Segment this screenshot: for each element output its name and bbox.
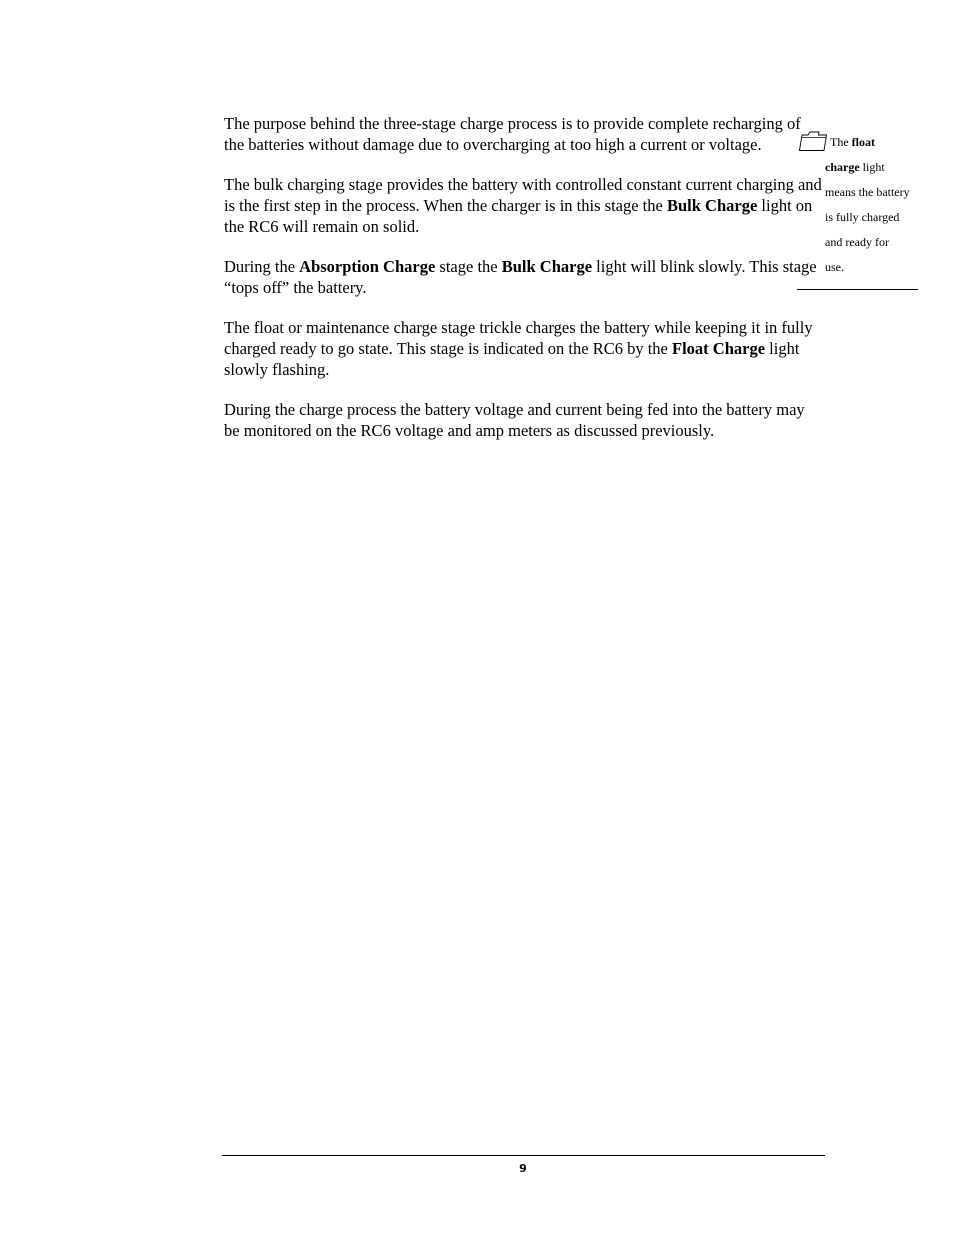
text-segment: light slowly flashing. xyxy=(224,339,800,379)
page-number: 9 xyxy=(519,1162,527,1175)
footer-divider xyxy=(222,1155,825,1156)
sidenote-divider xyxy=(797,289,918,290)
bold-text: Float Charge xyxy=(672,339,766,358)
body-paragraph xyxy=(224,256,824,298)
text-segment: stage the xyxy=(435,257,502,276)
text-segment: The float or maintenance charge stage trickle charges the battery while keeping it in fully charged ready to go state. This stage is indicated on the RC6 by the xyxy=(224,318,813,358)
body-paragraph xyxy=(224,399,824,441)
bold-text: Bulk Charge xyxy=(666,196,758,215)
text-segment: During the charge process the battery voltage and current being fed into the battery may be monitored on the RC6 voltage and amp meters as discussed previously. xyxy=(224,400,805,440)
text-segment: During the xyxy=(224,257,300,276)
text-segment: The purpose behind the three-stage charge process is to provide complete recharging of the batteries without damage due to overcharging at too high a current or voltage. xyxy=(224,114,801,154)
text-segment: light means the battery is fully charged and ready for use. xyxy=(825,160,910,274)
bold-text: Bulk Charge xyxy=(501,257,593,276)
main-text xyxy=(224,113,824,460)
sidenote xyxy=(798,130,910,280)
body-paragraph xyxy=(224,317,824,380)
body-paragraph xyxy=(224,174,824,237)
bold-text: float charge xyxy=(825,135,875,174)
text-segment: light on the RC6 will remain on solid. xyxy=(224,196,813,236)
text-segment: light will blink slowly. This stage “tops off” the battery. xyxy=(224,257,817,297)
text-segment: The xyxy=(830,135,852,149)
sidenote-text xyxy=(798,130,910,280)
bold-text: Absorption Charge xyxy=(299,257,436,276)
body-paragraph xyxy=(224,113,824,155)
text-segment: The bulk charging stage provides the battery with controlled constant current charging and is the first step in the process. When the charger is in this stage the xyxy=(224,175,822,215)
folder-icon xyxy=(798,130,828,152)
